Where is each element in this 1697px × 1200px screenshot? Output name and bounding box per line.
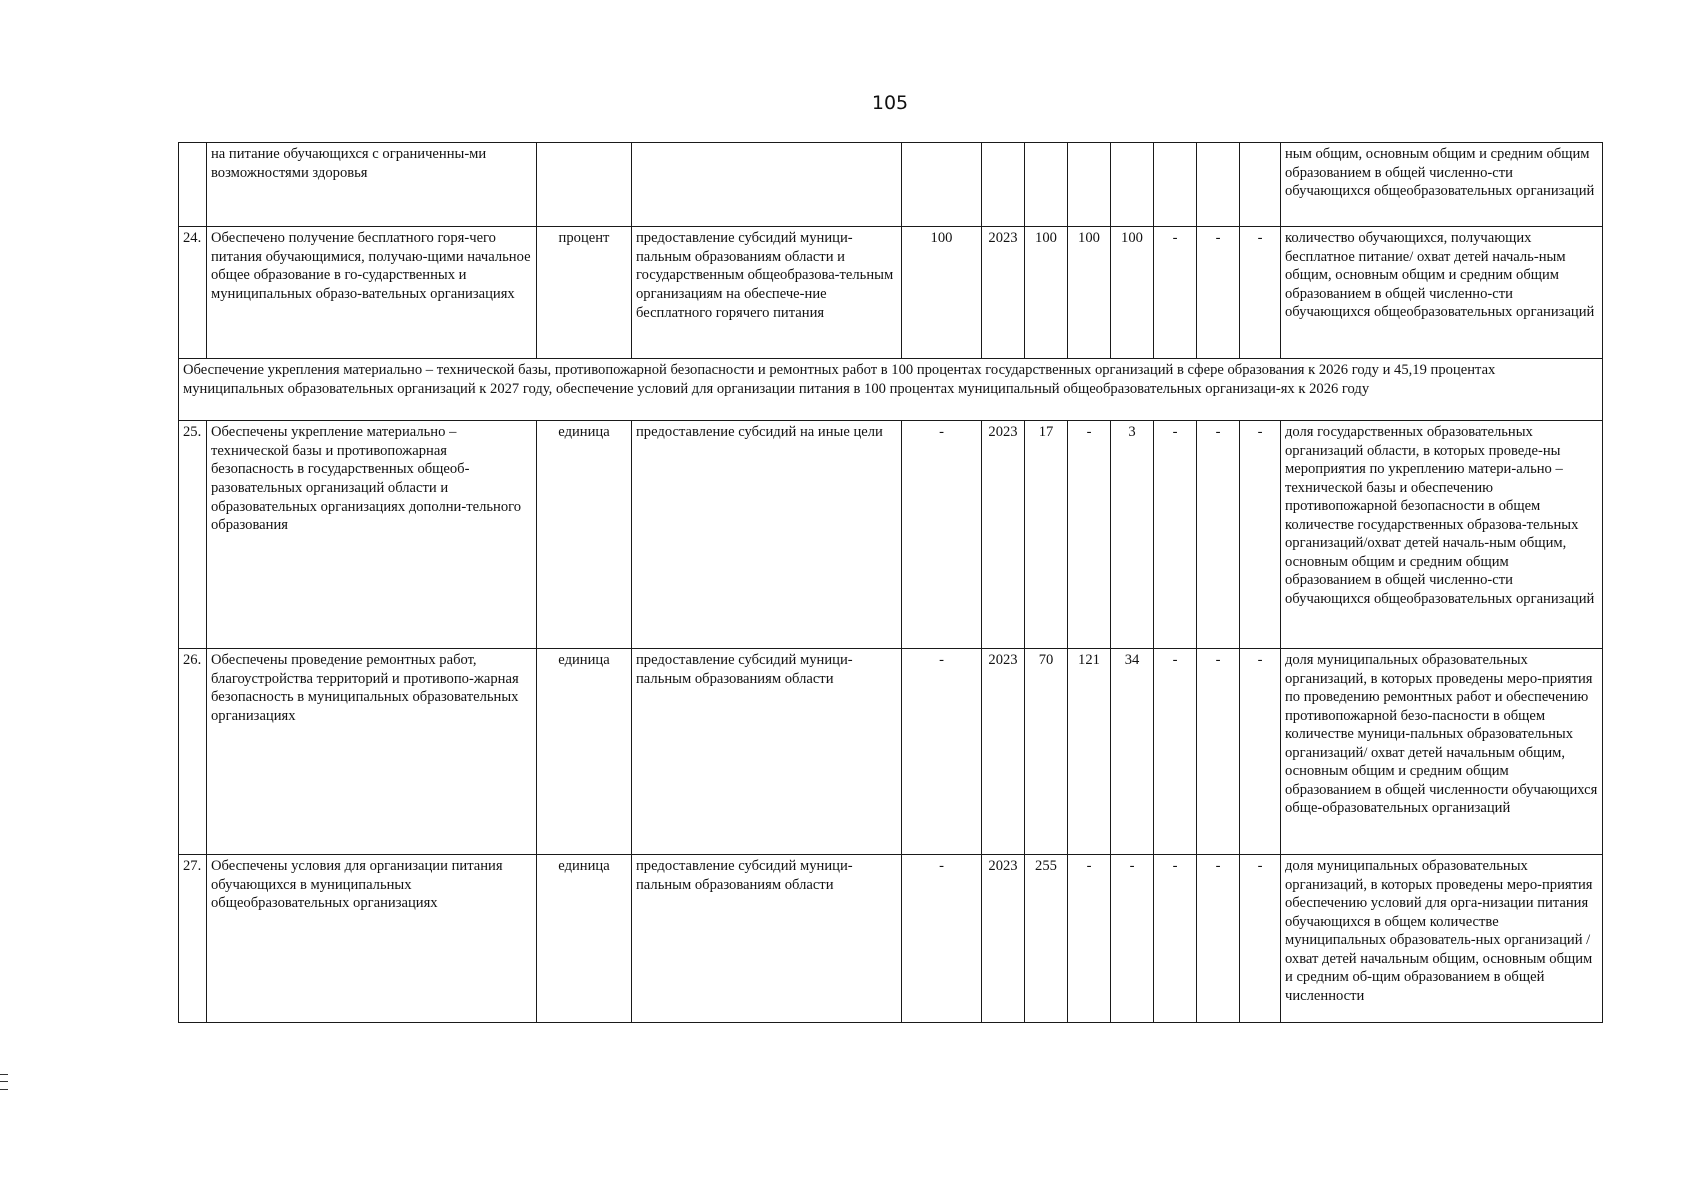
row-number: 24. bbox=[179, 227, 207, 359]
result-name: Обеспечены укрепление материально – технической базы и противопожарная безопасность в государственных общеоб-разовательных организаций области и образовательных организациях дополни-тельного образования bbox=[207, 421, 537, 649]
table-row bbox=[179, 649, 1603, 855]
result-name: на питание обучающихся с ограниченны-ми возможностями здоровья bbox=[207, 143, 537, 227]
table-row bbox=[179, 227, 1603, 359]
value-cell: - bbox=[1154, 649, 1197, 855]
scan-edge-mark bbox=[0, 1074, 8, 1090]
table-row bbox=[179, 143, 1603, 227]
value-cell: - bbox=[1240, 227, 1281, 359]
value-cell bbox=[1240, 143, 1281, 227]
value-cell: - bbox=[1154, 421, 1197, 649]
method-cell: ным общим, основным общим и средним общим образованием в общей численно-сти обучающихся общеобразовательных организаций bbox=[1281, 143, 1603, 227]
row-number bbox=[179, 143, 207, 227]
unit-cell: процент bbox=[537, 227, 632, 359]
value-cell: 100 bbox=[1111, 227, 1154, 359]
table-row bbox=[179, 855, 1603, 1023]
value-cell: - bbox=[1240, 649, 1281, 855]
base-year-cell bbox=[982, 143, 1025, 227]
base-value-cell: - bbox=[902, 649, 982, 855]
base-value-cell: - bbox=[902, 421, 982, 649]
base-year-cell: 2023 bbox=[982, 421, 1025, 649]
result-name: Обеспечены проведение ремонтных работ, благоустройства территорий и противопо-жарная безопасность в муниципальных образовательных организациях bbox=[207, 649, 537, 855]
method-cell: количество обучающихся, получающих бесплатное питание/ охват детей началь-ным общим, основным общим и средним общим образованием в общей численно-сти обучающихся общеобразовательных организаций bbox=[1281, 227, 1603, 359]
value-cell bbox=[1111, 143, 1154, 227]
value-cell: 121 bbox=[1068, 649, 1111, 855]
unit-cell: единица bbox=[537, 855, 632, 1023]
table-row bbox=[179, 421, 1603, 649]
base-year-cell: 2023 bbox=[982, 855, 1025, 1023]
base-value-cell: - bbox=[902, 855, 982, 1023]
section-row bbox=[179, 359, 1603, 421]
result-name: Обеспечено получение бесплатного горя-чего питания обучающимися, получаю-щими начальное общее образование в го-сударственных и муниципальных образо-вательных организациях bbox=[207, 227, 537, 359]
value-cell: - bbox=[1197, 649, 1240, 855]
method-cell: доля государственных образовательных организаций области, в которых проведе-ны мероприятия по укреплению матери-ально – технической базы и обеспечению противопожарной безопасности в общем количестве государственных образова-тельных организаций/охват детей началь-ным общим, основным общим и средним общим образованием в общей численно-сти обучающихся общеобразовательных организаций bbox=[1281, 421, 1603, 649]
mechanism-cell: предоставление субсидий муници-пальным образованиям области и государственным общеобразова-тельным организациям на обеспече-ние бесплатного горячего питания bbox=[632, 227, 902, 359]
base-year-cell: 2023 bbox=[982, 227, 1025, 359]
value-cell: - bbox=[1154, 227, 1197, 359]
method-cell: доля муниципальных образовательных организаций, в которых проведены меро-приятия обеспечению условий для орга-низации питания обучающихся в общем количестве муниципальных образователь-ных организаций / охват детей начальным общим, основным общим и средним об-щим образованием в общей численности bbox=[1281, 855, 1603, 1023]
value-cell: - bbox=[1197, 855, 1240, 1023]
value-cell: 100 bbox=[1068, 227, 1111, 359]
result-name: Обеспечены условия для организации питания обучающихся в муниципальных общеобразовательных организациях bbox=[207, 855, 537, 1023]
value-cell: - bbox=[1197, 227, 1240, 359]
mechanism-cell: предоставление субсидий на иные цели bbox=[632, 421, 902, 649]
base-value-cell bbox=[902, 143, 982, 227]
method-cell: доля муниципальных образовательных организаций, в которых проведены меро-приятия по проведению ремонтных работ и обеспечению противопожарной безо-пасности в общем количестве муници-пальных образовательных организаций/ охват детей начальным общим, основным общим и средним общим образованием в общей численности обучающихся обще-образовательных организаций bbox=[1281, 649, 1603, 855]
value-cell bbox=[1068, 143, 1111, 227]
value-cell bbox=[1025, 143, 1068, 227]
mechanism-cell bbox=[632, 143, 902, 227]
base-year-cell: 2023 bbox=[982, 649, 1025, 855]
row-number: 25. bbox=[179, 421, 207, 649]
value-cell bbox=[1154, 143, 1197, 227]
mechanism-cell: предоставление субсидий муници-пальным образованиям области bbox=[632, 649, 902, 855]
base-value-cell: 100 bbox=[902, 227, 982, 359]
value-cell: - bbox=[1068, 855, 1111, 1023]
page-number: 105 bbox=[871, 92, 909, 114]
value-cell: - bbox=[1240, 421, 1281, 649]
value-cell: 255 bbox=[1025, 855, 1068, 1023]
value-cell: - bbox=[1197, 421, 1240, 649]
value-cell: 17 bbox=[1025, 421, 1068, 649]
value-cell bbox=[1197, 143, 1240, 227]
value-cell: 34 bbox=[1111, 649, 1154, 855]
row-number: 26. bbox=[179, 649, 207, 855]
unit-cell bbox=[537, 143, 632, 227]
section-heading: Обеспечение укрепления материально – технической базы, противопожарной безопасности и ремонтных работ в 100 процентах государственных организаций в сфере образования к 2026 году и 45,19 процентах муниципальных образовательных организаций к 2027 году, обеспечение условий для организации питания в 100 процентах муниципальный общеобразовательных организаци-ях к 2026 году bbox=[179, 359, 1603, 421]
value-cell: 3 bbox=[1111, 421, 1154, 649]
value-cell: - bbox=[1068, 421, 1111, 649]
value-cell: 70 bbox=[1025, 649, 1068, 855]
unit-cell: единица bbox=[537, 649, 632, 855]
value-cell: - bbox=[1111, 855, 1154, 1023]
indicators-table bbox=[178, 142, 1603, 1023]
value-cell: - bbox=[1154, 855, 1197, 1023]
row-number: 27. bbox=[179, 855, 207, 1023]
mechanism-cell: предоставление субсидий муници-пальным образованиям области bbox=[632, 855, 902, 1023]
value-cell: - bbox=[1240, 855, 1281, 1023]
value-cell: 100 bbox=[1025, 227, 1068, 359]
unit-cell: единица bbox=[537, 421, 632, 649]
